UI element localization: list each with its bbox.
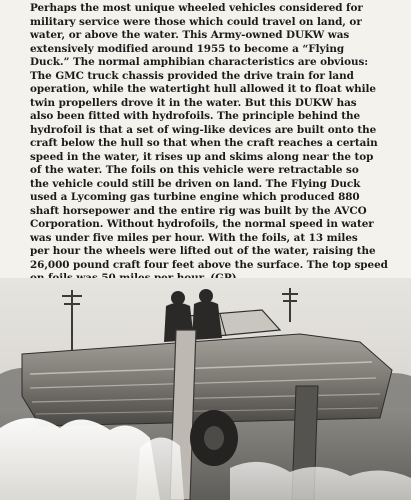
article-line: shaft horsepower and the entire rig was built by the AVCO [30,204,367,217]
article-line: The GMC truck chassis provided the drive train for land [30,69,354,82]
article-line: 26,000 pound craft four feet above the surface. The top speed [30,258,388,271]
wheel [190,410,238,466]
article-line: craft below the hull so that when the craft reaches a certain [30,137,378,149]
article-line: military service were those which could travel on land, or [30,15,362,28]
article-line: twin propellers drove it in the water. But this DUKW has [30,96,357,109]
article-line: the vehicle could still be driven on land. The Flying Duck [30,177,361,190]
article-line: of the water. The foils on this vehicle were retractable so [30,164,359,176]
article-line: used a Lycoming gas turbine engine which produced 880 [30,191,360,203]
article-line: was under five miles per hour. With the foils, at 13 miles [30,231,358,244]
article-line: operation, while the watertight hull allowed it to float while [30,83,376,95]
article-line: speed in the water, it rises up and skims along near the top [30,150,374,163]
article-line: Corporation. Without hydrofoils, the normal speed in water [30,218,374,230]
article-line: per hour the wheels were lifted out of the water, raising the [30,245,376,257]
article-line: Duck.” The normal amphibian characteristics are obvious: [30,56,369,68]
article-line: extensively modified around 1955 to become a “Flying [30,42,345,55]
article-line: also been fitted with hydrofoils. The principle behind the [30,110,361,122]
article-line: water, or above the water. This Army-owned DUKW was [30,29,350,41]
flying-duck-photo [0,278,411,500]
article-line: hydrofoil is that a set of wing-like devices are built onto the [30,123,377,136]
article-line: Perhaps the most unique wheeled vehicles considered for [30,2,363,14]
article-body [30,2,390,286]
